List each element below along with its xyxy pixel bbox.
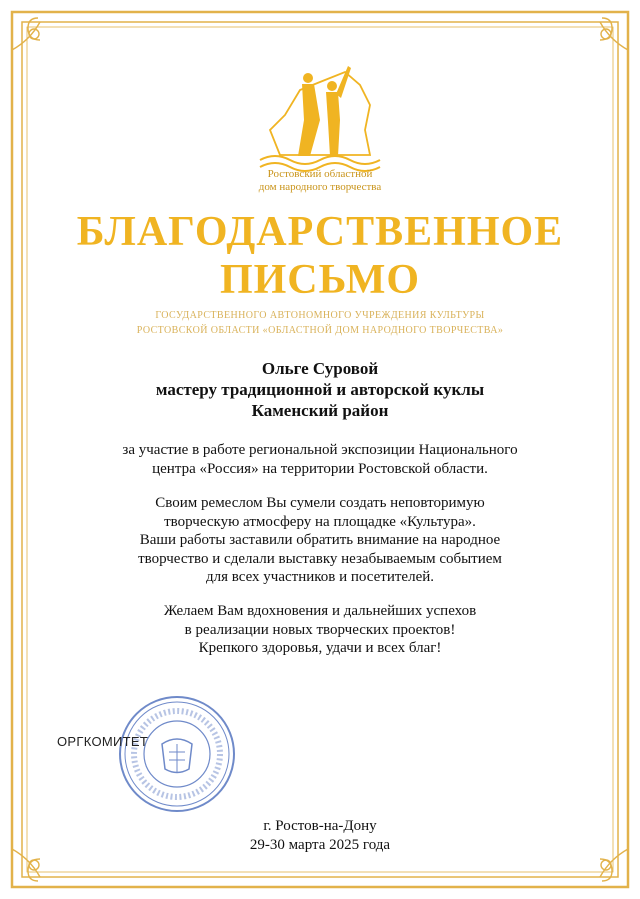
body-paragraph-1 (70, 441, 570, 478)
organization-name (90, 308, 550, 338)
text-line: в реализации новых творческих проектов! (184, 621, 456, 638)
text-line: творческую атмосферу на площадке «Культура». (164, 513, 476, 530)
text-line: Своим ремеслом Вы сумели создать неповторимую (155, 495, 485, 511)
official-seal (117, 694, 237, 814)
recipient-title: мастеру традиционной и авторской куклы (155, 380, 485, 399)
recipient-block (90, 358, 550, 421)
body-paragraph-3 (70, 602, 570, 658)
logo-caption (220, 168, 420, 194)
recipient-district: Каменский район (251, 401, 389, 420)
logo-caption-line1: Ростовский областной (267, 168, 373, 180)
logo-caption-line2: дом народного творчества (258, 181, 382, 193)
text-line: Крепкого здоровья, удачи и всех благ! (198, 640, 442, 656)
organization-line1: ГОСУДАРСТВЕННОГО АВТОНОМНОГО УЧРЕЖДЕНИЯ КУЛЬТУРЫ (155, 310, 485, 321)
text-line: за участие в работе региональной экспозиции Национального (122, 442, 518, 458)
place-and-date (170, 817, 470, 855)
text-line: Ваши работы заставили обратить внимание на народное (139, 532, 501, 548)
recipient-name: Ольге Суровой (261, 359, 379, 378)
body-paragraph-2 (70, 494, 570, 587)
document-title: БЛАГОДАРСТВЕННОЕ (76, 209, 564, 255)
text-line: творчество и сделали выставку незабываемым событием (138, 550, 502, 567)
date: 29-30 марта 2025 года (249, 837, 391, 853)
organization-line2: РОСТОВСКОЙ ОБЛАСТИ «ОБЛАСТНОЙ ДОМ НАРОДНОГО ТВОРЧЕСТВА» (136, 325, 504, 336)
text-line: центра «Россия» на территории Ростовской области. (152, 460, 488, 477)
city: г. Ростов-на-Дону (263, 818, 377, 834)
text-line: для всех участников и посетителей. (205, 569, 435, 585)
document-title-line2: ПИСЬМО (219, 257, 421, 303)
signature-label: ОРГКОМИТЕТ (57, 734, 149, 749)
text-line: Желаем Вам вдохновения и дальнейших успехов (163, 603, 477, 619)
